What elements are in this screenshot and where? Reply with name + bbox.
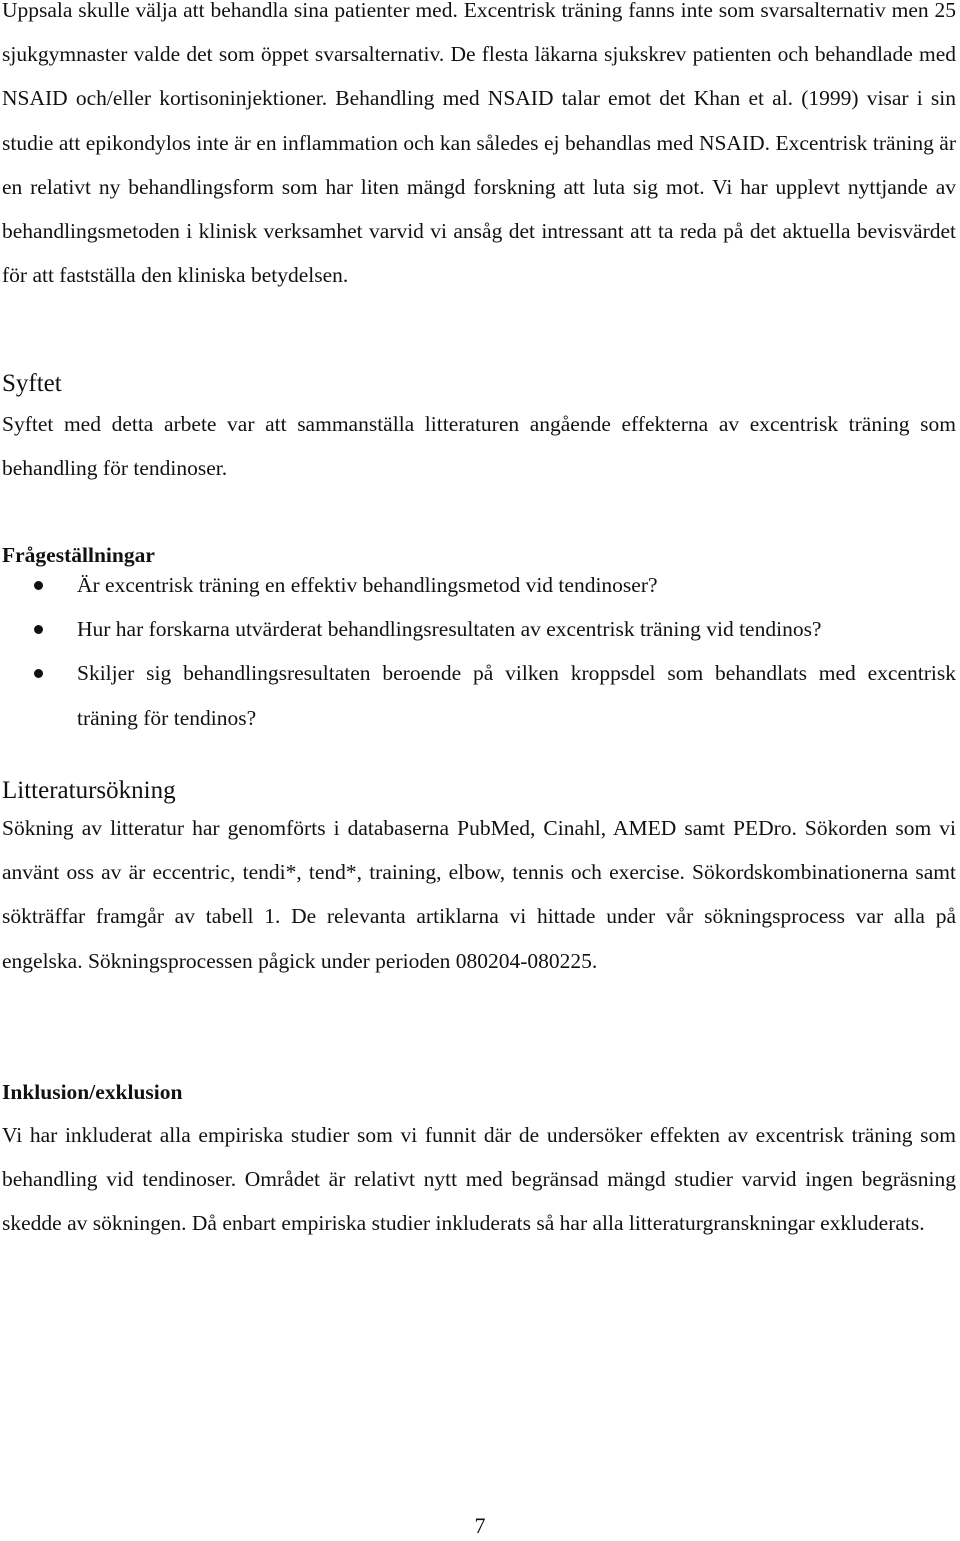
list-item-text: Är excentrisk träning en effektiv behandlingsmetod vid tendinoser?	[77, 573, 658, 597]
bullet-icon	[34, 625, 43, 634]
list-item	[2, 563, 956, 607]
list-item-text: Hur har forskarna utvärderat behandlingsresultaten av excentrisk träning vid tendinos?	[77, 617, 822, 642]
page-number: 7	[474, 1513, 486, 1538]
intro-paragraph: Uppsala skulle välja att behandla sina patienter med. Excentrisk träning fanns inte som svarsalternativ men 25 sjukgymnaster valde det som öppet svarsalternativ. De flesta läkarna sjukskrev patienten och behandlade med NSAID och/eller kortisoninjektioner. Behandling med NSAID talar emot det Khan et al. (1999) visar i sin studie att epikondylos inte är en inflammation och kan således ej behandlas med NSAID. Excentrisk träning är en relativt ny behandlingsform som har liten mängd forskning att luta sig mot. Vi har upplevt nyttjande av behandlingsmetoden i klinisk verksamhet varvid vi ansåg det intressant att ta reda på det aktuella bevisvärdet för att fastställa den kliniska betydelsen.	[2, 0, 956, 288]
list-item	[2, 651, 956, 739]
inklusion-heading: Inklusion/exklusion	[2, 1080, 183, 1104]
fragestallningar-heading: Frågeställningar	[2, 543, 155, 567]
litteratursokning-paragraph: Sökning av litteratur har genomförts i databaserna PubMed, Cinahl, AMED samt PEDro. Sökorden som vi använt oss av är eccentric, tendi*, tend*, training, elbow, tennis och exercise. Sökordskombinationerna samt sökträffar framgår av tabell 1. De relevanta artiklarna vi hittade under vår sökningsprocess var alla på engelska. Sökningsprocessen pågick under perioden 080204-080225.	[2, 816, 956, 973]
bullet-icon	[34, 669, 43, 678]
list-item	[2, 607, 956, 651]
syftet-heading: Syftet	[2, 370, 62, 397]
fragestallningar-list	[2, 563, 956, 740]
litteratursokning-heading: Litteratursökning	[2, 777, 176, 804]
syftet-paragraph: Syftet med detta arbete var att sammanställa litteraturen angående effekterna av excentrisk träning som behandling för tendinoser.	[2, 412, 956, 481]
list-item-text: Skiljer sig behandlingsresultaten beroende på vilken kroppsdel som behandlats med excentrisk träning för tendinos?	[77, 661, 956, 730]
bullet-icon	[34, 581, 43, 590]
inklusion-paragraph: Vi har inkluderat alla empiriska studier som vi funnit där de undersöker effekten av excentrisk träning som behandling vid tendinoser. Området är relativt nytt med begränsad mängd studier varvid ingen begräsning skedde av sökningen. Då enbart empiriska studier inkluderats så har alla litteraturgranskningar exkluderats.	[2, 1123, 956, 1236]
